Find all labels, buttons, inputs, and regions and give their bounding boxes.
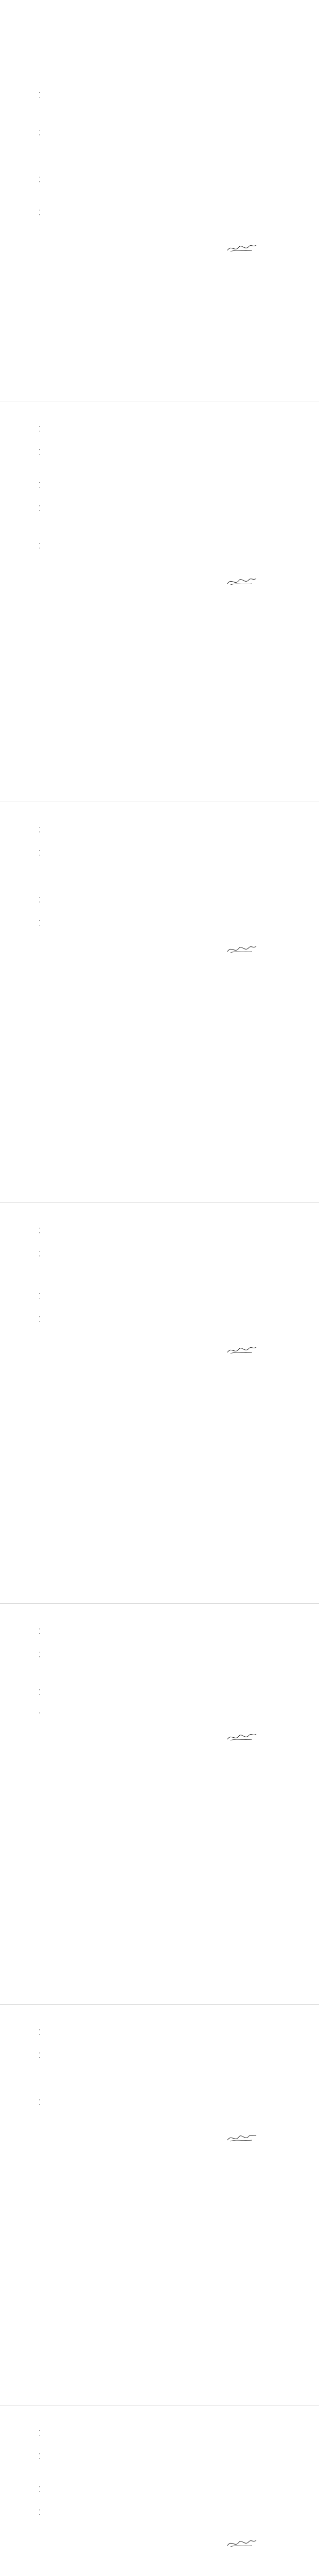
article-line — [38, 537, 280, 542]
article-line — [38, 2499, 280, 2504]
article-bullet — [38, 2098, 280, 2103]
article-line — [38, 2070, 280, 2075]
article-heading — [38, 2014, 280, 2019]
article-heading — [38, 1674, 280, 1679]
article-line — [38, 444, 280, 448]
article-bullet — [38, 2056, 280, 2061]
article-heading — [38, 2471, 280, 2476]
page-6 — [0, 2004, 319, 2405]
article-bullet — [38, 209, 280, 213]
article-bullet — [38, 2452, 280, 2457]
article-line — [38, 490, 280, 495]
article-bullet — [38, 180, 280, 185]
article-line — [38, 1283, 280, 1287]
article-bullet — [38, 831, 280, 835]
article-bullet — [38, 1711, 280, 1716]
article-bullet — [38, 1651, 280, 1655]
page-2 — [0, 401, 319, 802]
article-line — [38, 2518, 280, 2522]
article-line — [38, 439, 280, 444]
article-line — [38, 1311, 280, 1315]
article-bullet — [38, 1250, 280, 1255]
article-bullet — [38, 1231, 280, 1236]
page-4 — [0, 1202, 319, 1603]
article-line — [38, 472, 280, 477]
article — [38, 195, 280, 227]
article-line — [38, 500, 280, 504]
article-bullet — [38, 448, 280, 453]
article-line — [38, 514, 280, 518]
article-bullet — [38, 91, 280, 96]
article-line — [38, 817, 280, 821]
page-5 — [0, 1603, 319, 2004]
article-heading — [38, 115, 280, 120]
article-bullet — [38, 896, 280, 901]
article-line — [38, 905, 280, 910]
article-line — [38, 863, 280, 868]
article-line — [38, 2495, 280, 2499]
article-line — [38, 495, 280, 500]
article — [38, 1213, 280, 1268]
article-heading — [38, 812, 280, 817]
article-line — [38, 120, 280, 124]
article-heading — [38, 2415, 280, 2420]
article-line — [38, 434, 280, 439]
article — [38, 812, 280, 872]
article-line — [38, 2024, 280, 2028]
signature-icon — [226, 2537, 257, 2549]
article-bullet — [38, 854, 280, 858]
article-line — [38, 551, 280, 556]
article-bullet — [38, 430, 280, 434]
article-line — [38, 1641, 280, 1646]
article — [38, 1278, 280, 1329]
article-bullet — [38, 2509, 280, 2513]
article-line — [38, 1236, 280, 1241]
article — [38, 1674, 280, 1716]
article-bullet — [38, 1315, 280, 1320]
article-bullet — [38, 901, 280, 905]
article-line — [38, 1264, 280, 1268]
article — [38, 882, 280, 928]
article-bullet — [38, 849, 280, 854]
signature-mark — [226, 242, 257, 253]
signature-mark — [226, 1344, 257, 1355]
article-line — [38, 2112, 280, 2117]
signature-icon — [226, 575, 257, 587]
article-line — [38, 914, 280, 919]
article-line — [38, 204, 280, 209]
article-bullet — [38, 504, 280, 509]
article-line — [38, 2481, 280, 2485]
article-line — [38, 1646, 280, 1651]
signature-icon — [226, 2132, 257, 2143]
article-line — [38, 166, 280, 171]
article-line — [38, 2019, 280, 2024]
article-line — [38, 556, 280, 561]
article-heading — [38, 882, 280, 887]
article-line — [38, 2061, 280, 2065]
signature-icon — [226, 242, 257, 253]
article-line — [38, 1707, 280, 1711]
article-bullet — [38, 1632, 280, 1637]
signature-mark — [226, 1731, 257, 1742]
article-line — [38, 147, 280, 152]
article-line — [38, 858, 280, 863]
article-line — [38, 1702, 280, 1707]
article-line — [38, 199, 280, 204]
article-line — [38, 1301, 280, 1306]
article-line — [38, 1637, 280, 1641]
article-bullet — [38, 1693, 280, 1698]
signature-icon — [226, 1344, 257, 1355]
article-line — [38, 1306, 280, 1311]
article-line — [38, 2047, 280, 2052]
article-bullet — [38, 2028, 280, 2033]
article-line — [38, 2094, 280, 2098]
article-line — [38, 2420, 280, 2425]
article — [38, 2014, 280, 2075]
article-line — [38, 1660, 280, 1665]
article-line — [38, 2065, 280, 2070]
article-heading — [38, 2084, 280, 2089]
article-bullet — [38, 2103, 280, 2108]
article-line — [38, 835, 280, 840]
article-line — [38, 910, 280, 914]
article-bullet — [38, 2033, 280, 2038]
article-line — [38, 821, 280, 826]
article-bullet — [38, 924, 280, 928]
article-line — [38, 2448, 280, 2452]
article-line — [38, 82, 280, 87]
article-line — [38, 420, 280, 425]
page-1 — [0, 0, 319, 401]
article-line — [38, 2438, 280, 2443]
article-line — [38, 868, 280, 872]
article-bullet — [38, 486, 280, 490]
article-line — [38, 416, 280, 420]
article-line — [38, 844, 280, 849]
article-line — [38, 477, 280, 481]
article-bullet — [38, 425, 280, 430]
signature-mark — [226, 943, 257, 955]
article-line — [38, 1325, 280, 1329]
article-line — [38, 223, 280, 227]
article-line — [38, 124, 280, 129]
article-line — [38, 887, 280, 891]
article — [38, 1614, 280, 1665]
article-line — [38, 1259, 280, 1264]
article-line — [38, 533, 280, 537]
article-heading — [38, 195, 280, 199]
article-heading — [38, 528, 280, 533]
article-bullet — [38, 133, 280, 138]
article — [38, 467, 280, 518]
article — [38, 77, 280, 105]
article-heading — [38, 77, 280, 82]
article-bullet — [38, 1297, 280, 1301]
article-bullet — [38, 176, 280, 180]
article-line — [38, 2443, 280, 2448]
article-line — [38, 100, 280, 105]
article-bullet — [38, 919, 280, 924]
article-line — [38, 2038, 280, 2042]
article-bullet — [38, 509, 280, 514]
article-heading — [38, 1278, 280, 1283]
article-heading — [38, 1213, 280, 1217]
article-line — [38, 2108, 280, 2112]
article-bullet — [38, 1628, 280, 1632]
article-heading — [38, 162, 280, 166]
article-bullet — [38, 96, 280, 100]
article-line — [38, 2042, 280, 2047]
signature-mark — [226, 2537, 257, 2549]
article — [38, 115, 280, 152]
article-bullet — [38, 547, 280, 551]
article-line — [38, 1241, 280, 1245]
article-bullet — [38, 213, 280, 218]
article — [38, 528, 280, 561]
article-line — [38, 1623, 280, 1628]
article-bullet — [38, 2052, 280, 2056]
article-bullet — [38, 1688, 280, 1693]
article — [38, 2084, 280, 2117]
article-line — [38, 138, 280, 143]
article-line — [38, 1684, 280, 1688]
article — [38, 411, 280, 457]
article-line — [38, 87, 280, 91]
article-line — [38, 2089, 280, 2094]
article-line — [38, 2476, 280, 2481]
article-heading — [38, 1614, 280, 1618]
page-3 — [0, 802, 319, 1202]
article-heading — [38, 411, 280, 416]
article-line — [38, 218, 280, 223]
article-bullet — [38, 542, 280, 547]
article-bullet — [38, 2513, 280, 2518]
article — [38, 162, 280, 185]
signature-mark — [226, 575, 257, 587]
article-line — [38, 1618, 280, 1623]
article-bullet — [38, 1292, 280, 1297]
article-line — [38, 171, 280, 176]
article-line — [38, 2504, 280, 2509]
article — [38, 2471, 280, 2522]
article-bullet — [38, 453, 280, 457]
article-bullet — [38, 129, 280, 133]
article-heading — [38, 467, 280, 472]
signature-mark — [226, 2132, 257, 2143]
article-line — [38, 1698, 280, 1702]
article-bullet — [38, 1227, 280, 1231]
article-line — [38, 1287, 280, 1292]
article-line — [38, 143, 280, 147]
article-bullet — [38, 1655, 280, 1660]
article — [38, 2415, 280, 2462]
article-bullet — [38, 2485, 280, 2490]
article-line — [38, 840, 280, 844]
signature-icon — [226, 1731, 257, 1742]
article-bullet — [38, 2457, 280, 2462]
article-bullet — [38, 481, 280, 486]
article-bullet — [38, 2434, 280, 2438]
article-bullet — [38, 1320, 280, 1325]
article-bullet — [38, 826, 280, 831]
signature-icon — [226, 943, 257, 955]
article-bullet — [38, 2429, 280, 2434]
article-line — [38, 891, 280, 896]
article-line — [38, 1679, 280, 1684]
article-line — [38, 2425, 280, 2429]
article-bullet — [38, 2490, 280, 2495]
article-bullet — [38, 1255, 280, 1259]
page-7 — [0, 2405, 319, 2576]
article-line — [38, 1222, 280, 1227]
article-line — [38, 1245, 280, 1250]
article-line — [38, 1217, 280, 1222]
